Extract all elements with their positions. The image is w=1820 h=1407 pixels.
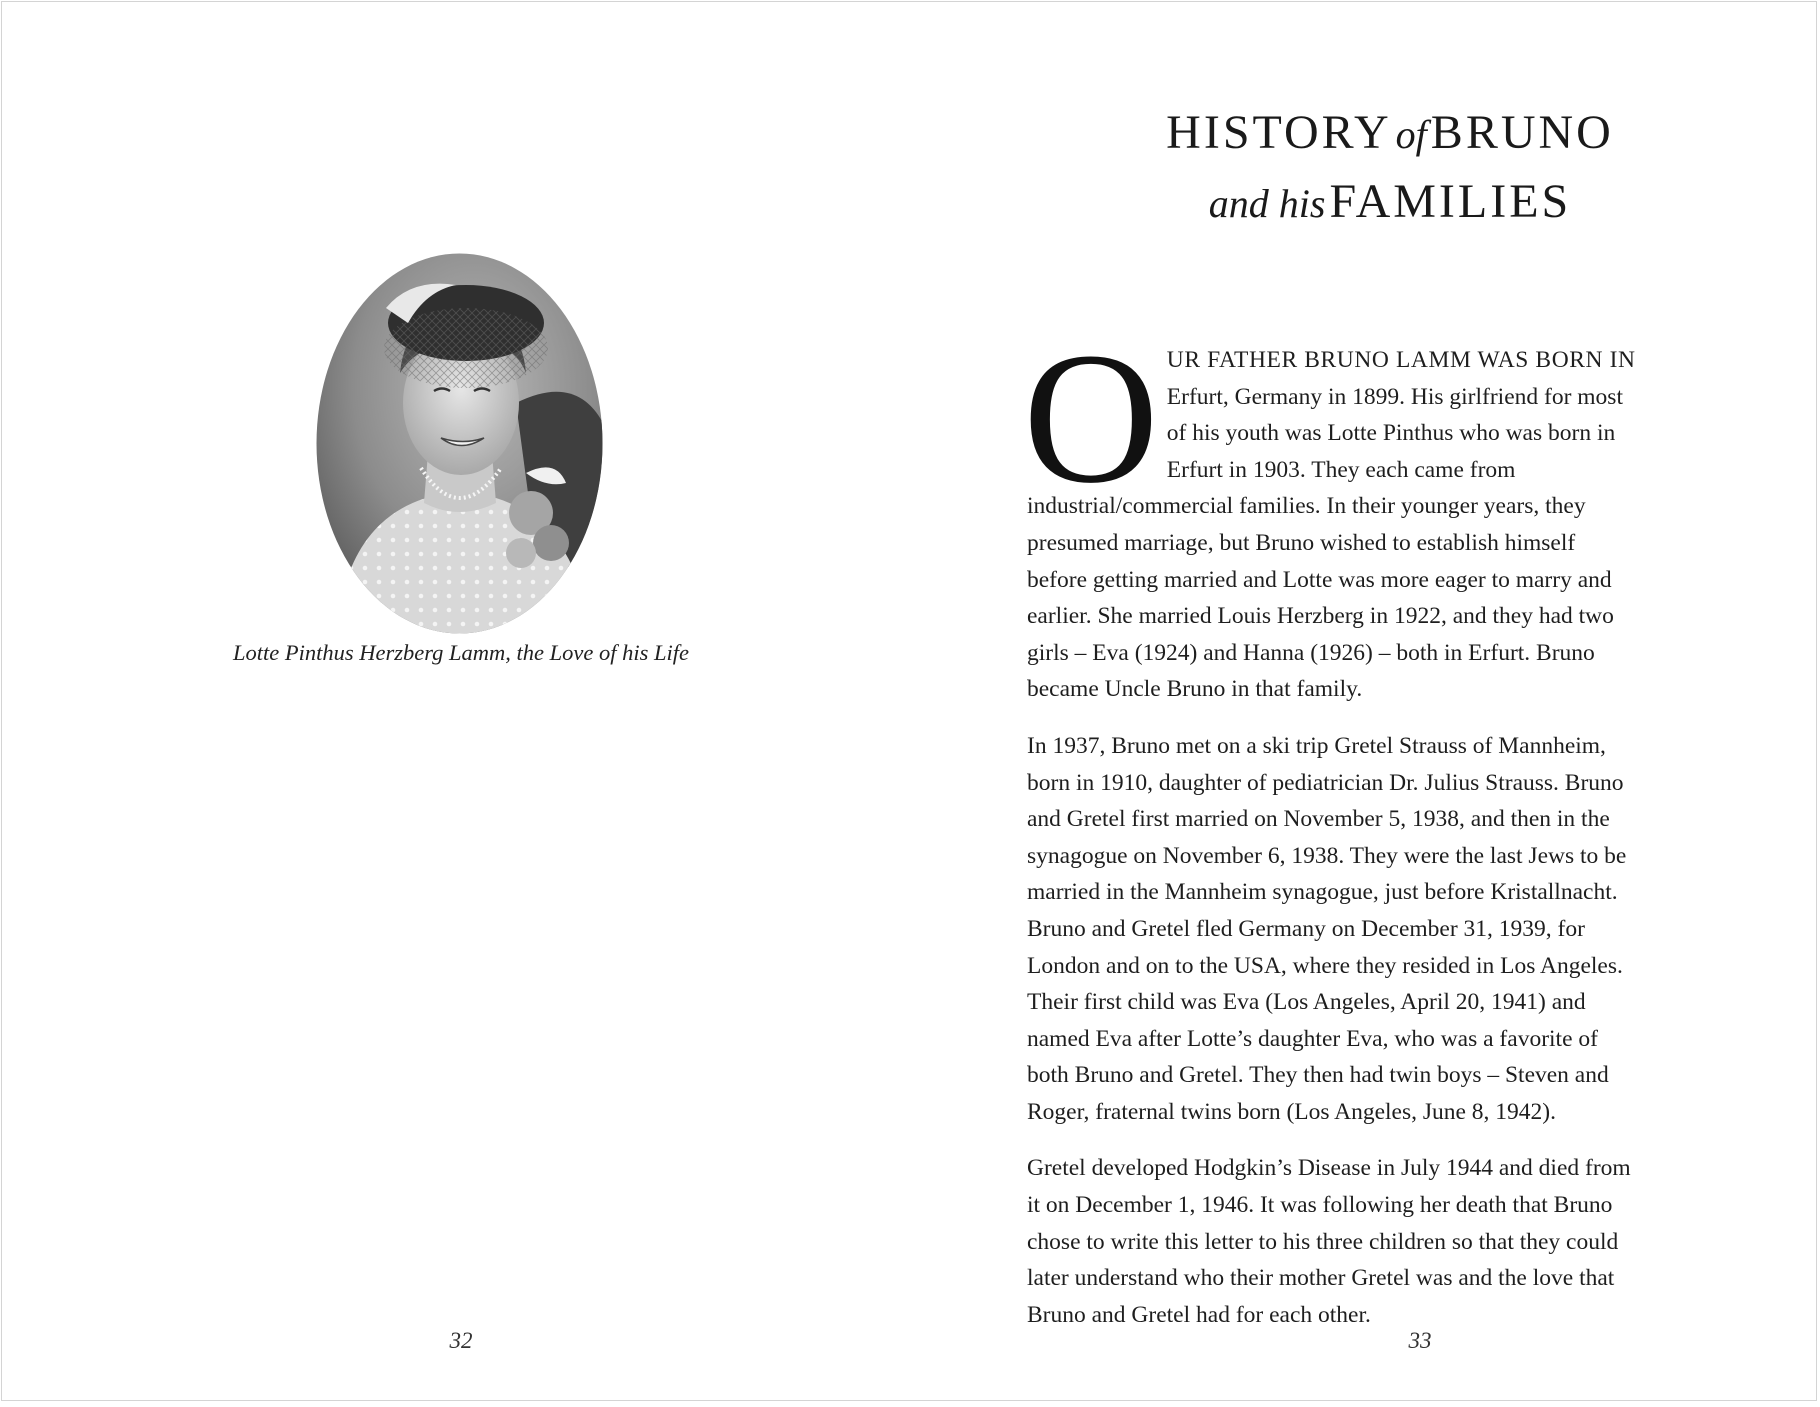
title-word-bruno: BRUNO xyxy=(1430,106,1614,159)
book-spread xyxy=(1,1,1817,1401)
title-line-2 xyxy=(1010,173,1770,242)
page-number-left: 32 xyxy=(449,1328,473,1353)
lead-in-caps: UR FATHER BRUNO LAMM WAS BORN IN xyxy=(1166,347,1636,373)
title-word-of: of xyxy=(1395,112,1427,157)
photo-caption: Lotte Pinthus Herzberg Lamm, the Love of his Life xyxy=(232,640,690,665)
chapter-title xyxy=(1010,104,1770,242)
paragraph-2: In 1937, Bruno met on a ski trip Gretel Strauss of Mannheim, born in 1910, daughter of pediatrician Dr. Julius Strauss. Bruno and Gretel first married on November 5, 1938, and then in the synagogue on November 6, 1938. They were the last Jews to be married in the Mannheim synagogue, just before Kristallnacht. Bruno and Gretel fled Germany on December 31, 1939, for London and on to the USA, where they resided in Los Angeles. Their first child was Eva (Los Angeles, April 20, 1941) and named Eva after Lotte’s daughter Eva, who was a favorite of both Bruno and Gretel. They then had twin boys – Steven and Roger, fraternal twins born (Los Angeles, June 8, 1942). xyxy=(1027,732,1627,1125)
left-page xyxy=(2,2,910,1400)
paragraph-1 xyxy=(1023,313,1637,708)
paragraph-1-text: Erfurt, Germany in 1899. His girlfriend for most of his youth was Lotte Pinthus who was born in Erfurt in 1903. They each came from industrial/commercial families. In their younger years, they presumed marriage, but Bruno wished to establish himself before getting married and Lotte was more eager to marry and earlier. She married Louis Herzberg in 1922, and they had two girls – Eva (1924) and Hanna (1926) – both in Erfurt. Bruno became Uncle Bruno in that family. xyxy=(1027,383,1623,703)
portrait-photo xyxy=(316,253,603,634)
title-word-families: FAMILIES xyxy=(1329,175,1572,228)
page-number-right: 33 xyxy=(1408,1328,1432,1353)
title-words-and-his: and his xyxy=(1208,181,1326,226)
drop-cap: O xyxy=(1023,313,1159,522)
body-text xyxy=(1023,313,1637,1353)
right-page xyxy=(910,2,1818,1400)
title-word-history: HISTORY xyxy=(1166,106,1392,159)
paragraph-3: Gretel developed Hodgkin’s Disease in July 1944 and died from it on December 1, 1946. It was following her death that Bruno chose to write this letter to his three children so that they could later understand who their mother Gretel was and the love that Bruno and Gretel had for each other. xyxy=(1027,1155,1631,1328)
title-line-1 xyxy=(1010,104,1770,173)
